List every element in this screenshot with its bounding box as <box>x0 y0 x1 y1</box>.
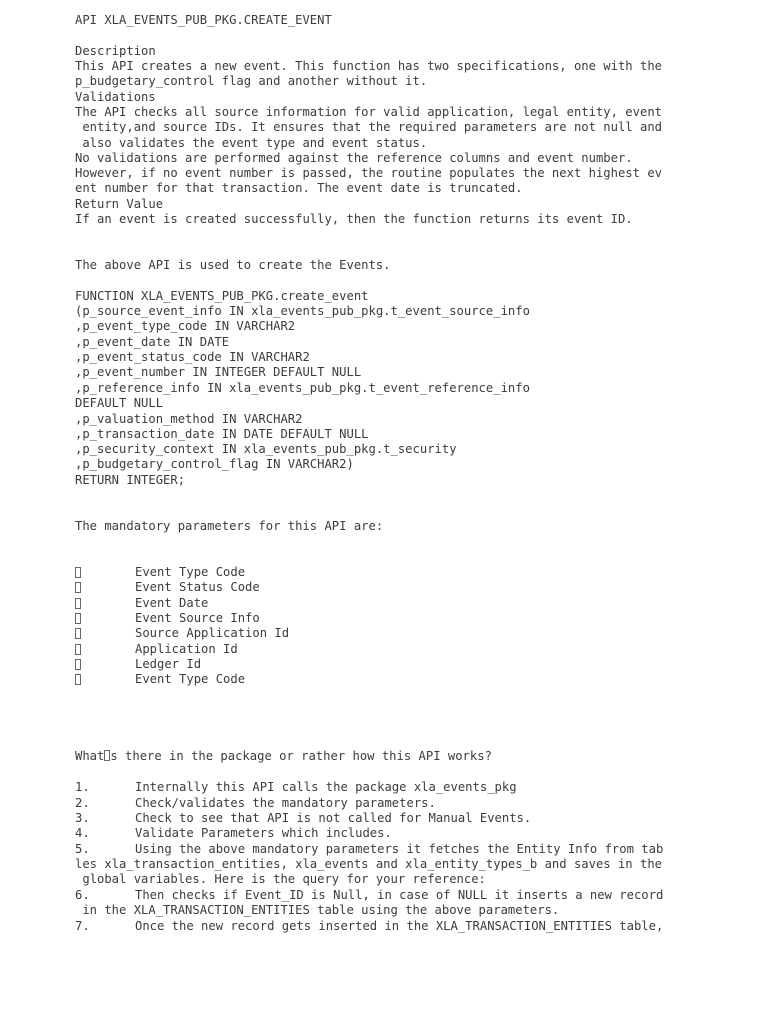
validations-line: ent number for that transaction. The event date is truncated. <box>75 181 523 195</box>
validations-line: entity,and source IDs. It ensures that the required parameters are not null and <box>75 120 662 134</box>
step-number: 2. <box>75 796 90 810</box>
step-continuation: global variables. Here is the query for your reference: <box>75 872 486 886</box>
bullet-box-icon <box>75 613 81 624</box>
mandatory-param: Source Application Id <box>135 626 290 640</box>
whats-there-question <box>75 749 492 764</box>
mandatory-param: Event Date <box>135 596 209 610</box>
mandatory-param: Event Type Code <box>135 672 246 686</box>
validations-line: However, if no event number is passed, the routine populates the next highest ev <box>75 166 662 180</box>
above-api-line: The above API is used to create the Events. <box>75 258 391 272</box>
step-number: 5. <box>75 842 90 856</box>
bullet-box-icon <box>75 567 81 578</box>
step-text: Validate Parameters which includes. <box>135 826 392 840</box>
mandatory-heading: The mandatory parameters for this API are: <box>75 519 384 533</box>
step-number: 4. <box>75 826 90 840</box>
step-text: Using the above mandatory parameters it fetches the Entity Info from tab <box>135 842 664 856</box>
whats-there-prefix: What <box>75 749 105 763</box>
step-number: 7. <box>75 919 90 933</box>
whats-there-suffix: s there in the package or rather how this API works? <box>110 749 492 763</box>
mandatory-param: Event Source Info <box>135 611 260 625</box>
function-line: ,p_valuation_method IN VARCHAR2 <box>75 412 303 426</box>
bullet-box-icon <box>75 582 81 593</box>
step-number: 1. <box>75 780 90 794</box>
step-text: Once the new record gets inserted in the XLA_TRANSACTION_ENTITIES table, <box>135 919 664 933</box>
bullet-box-icon <box>75 644 81 655</box>
description-heading: Description <box>75 44 156 58</box>
step-text: Check/validates the mandatory parameters. <box>135 796 436 810</box>
function-line: ,p_event_type_code IN VARCHAR2 <box>75 319 296 333</box>
mandatory-param: Application Id <box>135 642 238 656</box>
function-line: (p_source_event_info IN xla_events_pub_pkg.t_event_source_info <box>75 304 530 318</box>
step-text: Then checks if Event_ID is Null, in case of NULL it inserts a new record <box>135 888 664 902</box>
validations-line: The API checks all source information for valid application, legal entity, event <box>75 105 662 119</box>
validations-line: No validations are performed against the reference columns and event number. <box>75 151 633 165</box>
validations-line: also validates the event type and event status. <box>75 136 428 150</box>
document-title: API XLA_EVENTS_PUB_PKG.CREATE_EVENT <box>75 13 332 27</box>
function-line: ,p_event_number IN INTEGER DEFAULT NULL <box>75 365 362 379</box>
bullet-box-icon <box>75 628 81 639</box>
return-heading: Return Value <box>75 197 164 211</box>
bullet-box-icon <box>75 674 81 685</box>
step-continuation: in the XLA_TRANSACTION_ENTITIES table using the above parameters. <box>75 903 560 917</box>
function-line: ,p_event_status_code IN VARCHAR2 <box>75 350 310 364</box>
bullet-box-icon <box>75 598 81 609</box>
function-line: ,p_transaction_date IN DATE DEFAULT NULL <box>75 427 369 441</box>
step-text: Check to see that API is not called for Manual Events. <box>135 811 532 825</box>
mandatory-param: Ledger Id <box>135 657 202 671</box>
step-text: Internally this API calls the package xla_events_pkg <box>135 780 517 794</box>
validations-heading: Validations <box>75 90 156 104</box>
description-line: p_budgetary_control flag and another without it. <box>75 74 428 88</box>
return-line: If an event is created successfully, then the function returns its event ID. <box>75 212 633 226</box>
function-line: ,p_reference_info IN xla_events_pub_pkg.t_event_reference_info <box>75 381 530 395</box>
description-line: This API creates a new event. This function has two specifications, one with the <box>75 59 662 73</box>
step-continuation: les xla_transaction_entities, xla_events and xla_entity_types_b and saves in the <box>75 857 662 871</box>
function-line: ,p_security_context IN xla_events_pub_pkg.t_security <box>75 442 457 456</box>
mandatory-param: Event Status Code <box>135 580 260 594</box>
step-number: 3. <box>75 811 90 825</box>
function-line: ,p_event_date IN DATE <box>75 335 230 349</box>
mandatory-param: Event Type Code <box>135 565 246 579</box>
function-line: DEFAULT NULL <box>75 396 164 410</box>
function-line: FUNCTION XLA_EVENTS_PUB_PKG.create_event <box>75 289 369 303</box>
function-line: RETURN INTEGER; <box>75 473 186 487</box>
function-line: ,p_budgetary_control_flag IN VARCHAR2) <box>75 457 354 471</box>
step-number: 6. <box>75 888 90 902</box>
bullet-box-icon <box>75 659 81 670</box>
